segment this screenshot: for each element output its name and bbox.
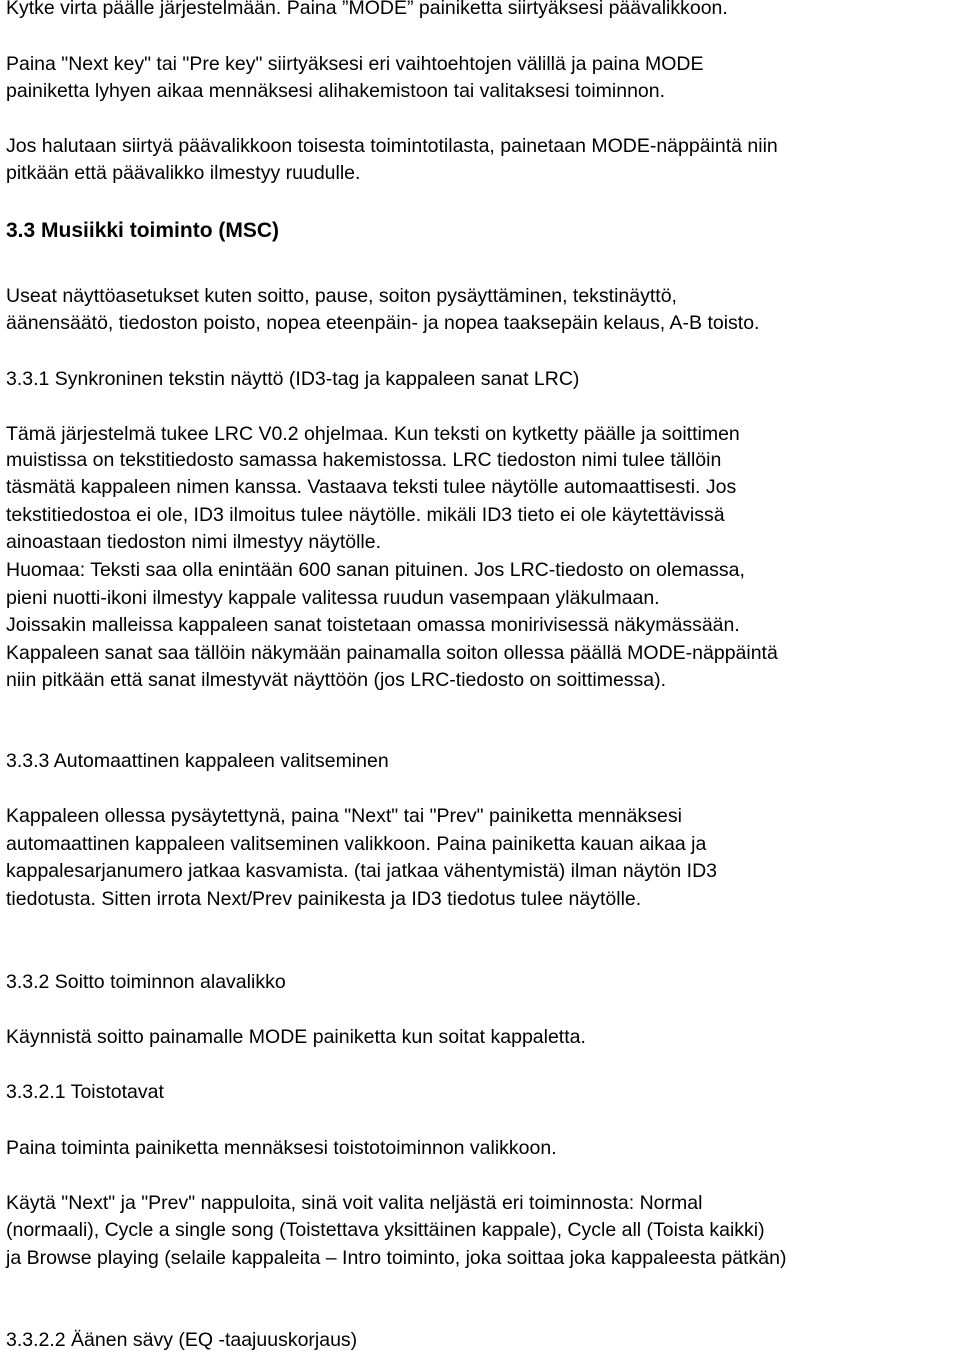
auto-select-line-2: automaattinen kappaleen valitseminen valikkoon. Paina painiketta kauan aikaa ja — [6, 833, 707, 855]
section-heading-3-3-2-1: 3.3.2.1 Toistotavat — [6, 1081, 164, 1103]
mode-paragraph-line-1: Jos halutaan siirtyä päävalikkoon toisesta toimintotilasta, painetaan MODE-näppäintä niin — [6, 135, 778, 157]
lrc-paragraph-line-8: Joissakin malleissa kappaleen sanat toistetaan omassa monirivisessä näkymässään. — [6, 614, 740, 636]
lrc-paragraph-line-4: tekstitiedostoa ei ole, ID3 ilmoitus tulee näytölle. mikäli ID3 tieto ei ole käytettävissä — [6, 504, 725, 526]
modes-paragraph-line-1: Käytä "Next" ja "Prev" nappuloita, sinä voit valita neljästä eri toiminnosta: Normal — [6, 1192, 703, 1214]
lrc-paragraph-line-10: niin pitkään että sanat ilmestyvät näyttöön (jos LRC-tiedosto on soittimessa). — [6, 669, 667, 691]
auto-select-line-3: kappalesarjanumero jatkaa kasvamista. (tai jatkaa vähentymistä) ilman näytön ID3 — [6, 860, 718, 882]
repeat-paragraph: Paina toiminta painiketta mennäksesi toistotoiminnon valikkoon. — [6, 1137, 557, 1159]
intro-line-2: Paina "Next key" tai "Pre key" siirtyäksesi eri vaihtoehtojen välillä ja paina MODE — [6, 53, 704, 75]
section-heading-3-3-2-2: 3.3.2.2 Äänen sävy (EQ -taajuuskorjaus) — [6, 1329, 358, 1351]
lrc-paragraph-line-7: pieni nuotti-ikoni ilmestyy kappale valitessa ruudun vasempaan yläkulmaan. — [6, 587, 660, 609]
modes-paragraph-line-2: (normaali), Cycle a single song (Toistettava yksittäinen kappale), Cycle all (Toista kaikki) — [6, 1219, 765, 1241]
lrc-paragraph-line-5: ainoastaan tiedoston nimi ilmestyy näytölle. — [6, 531, 382, 553]
msc-paragraph-line-2: äänensäätö, tiedoston poisto, nopea eteenpäin- ja nopea taaksepäin kelaus, A-B toisto. — [6, 312, 760, 334]
lrc-paragraph-line-1: Tämä järjestelmä tukee LRC V0.2 ohjelmaa. Kun teksti on kytketty päälle ja soittimen — [6, 423, 740, 445]
msc-paragraph-line-1: Useat näyttöasetukset kuten soitto, pause, soiton pysäyttäminen, tekstinäyttö, — [6, 285, 677, 307]
section-heading-3-3: 3.3 Musiikki toiminto (MSC) — [6, 219, 280, 242]
section-heading-3-3-3: 3.3.3 Automaattinen kappaleen valitseminen — [6, 750, 389, 772]
mode-paragraph-line-2: pitkään että päävalikko ilmestyy ruudulle. — [6, 162, 361, 184]
modes-paragraph-line-3: ja Browse playing (selaile kappaleita – Intro toiminto, joka soittaa joka kappaleesta pätkän) — [6, 1247, 787, 1269]
auto-select-line-4: tiedotusta. Sitten irrota Next/Prev painikesta ja ID3 tiedotus tulee näytölle. — [6, 888, 642, 910]
playback-paragraph: Käynnistä soitto painamalle MODE painiketta kun soitat kappaletta. — [6, 1026, 586, 1048]
lrc-paragraph-line-2: muistissa on tekstitiedosto samassa hakemistossa. LRC tiedoston nimi tulee tällöin — [6, 449, 722, 471]
lrc-paragraph-line-6: Huomaa: Teksti saa olla enintään 600 sanan pituinen. Jos LRC-tiedosto on olemassa, — [6, 559, 745, 581]
auto-select-line-1: Kappaleen ollessa pysäytettynä, paina "Next" tai "Prev" painiketta mennäksesi — [6, 805, 682, 827]
section-heading-3-3-1: 3.3.1 Synkroninen tekstin näyttö (ID3-tag ja kappaleen sanat LRC) — [6, 368, 580, 390]
lrc-paragraph-line-3: täsmätä kappaleen nimen kanssa. Vastaava teksti tulee näytölle automaattisesti. Jos — [6, 476, 737, 498]
section-heading-3-3-2: 3.3.2 Soitto toiminnon alavalikko — [6, 971, 286, 993]
intro-line-3: painiketta lyhyen aikaa mennäksesi alihakemistoon tai valitaksesi toiminnon. — [6, 80, 666, 102]
intro-line-1: Kytke virta päälle järjestelmään. Paina ”MODE” painiketta siirtyäksesi päävalikkoon. — [6, 0, 728, 19]
lrc-paragraph-line-9: Kappaleen sanat saa tällöin näkymään painamalla soiton ollessa päällä MODE-näppäintä — [6, 642, 778, 664]
